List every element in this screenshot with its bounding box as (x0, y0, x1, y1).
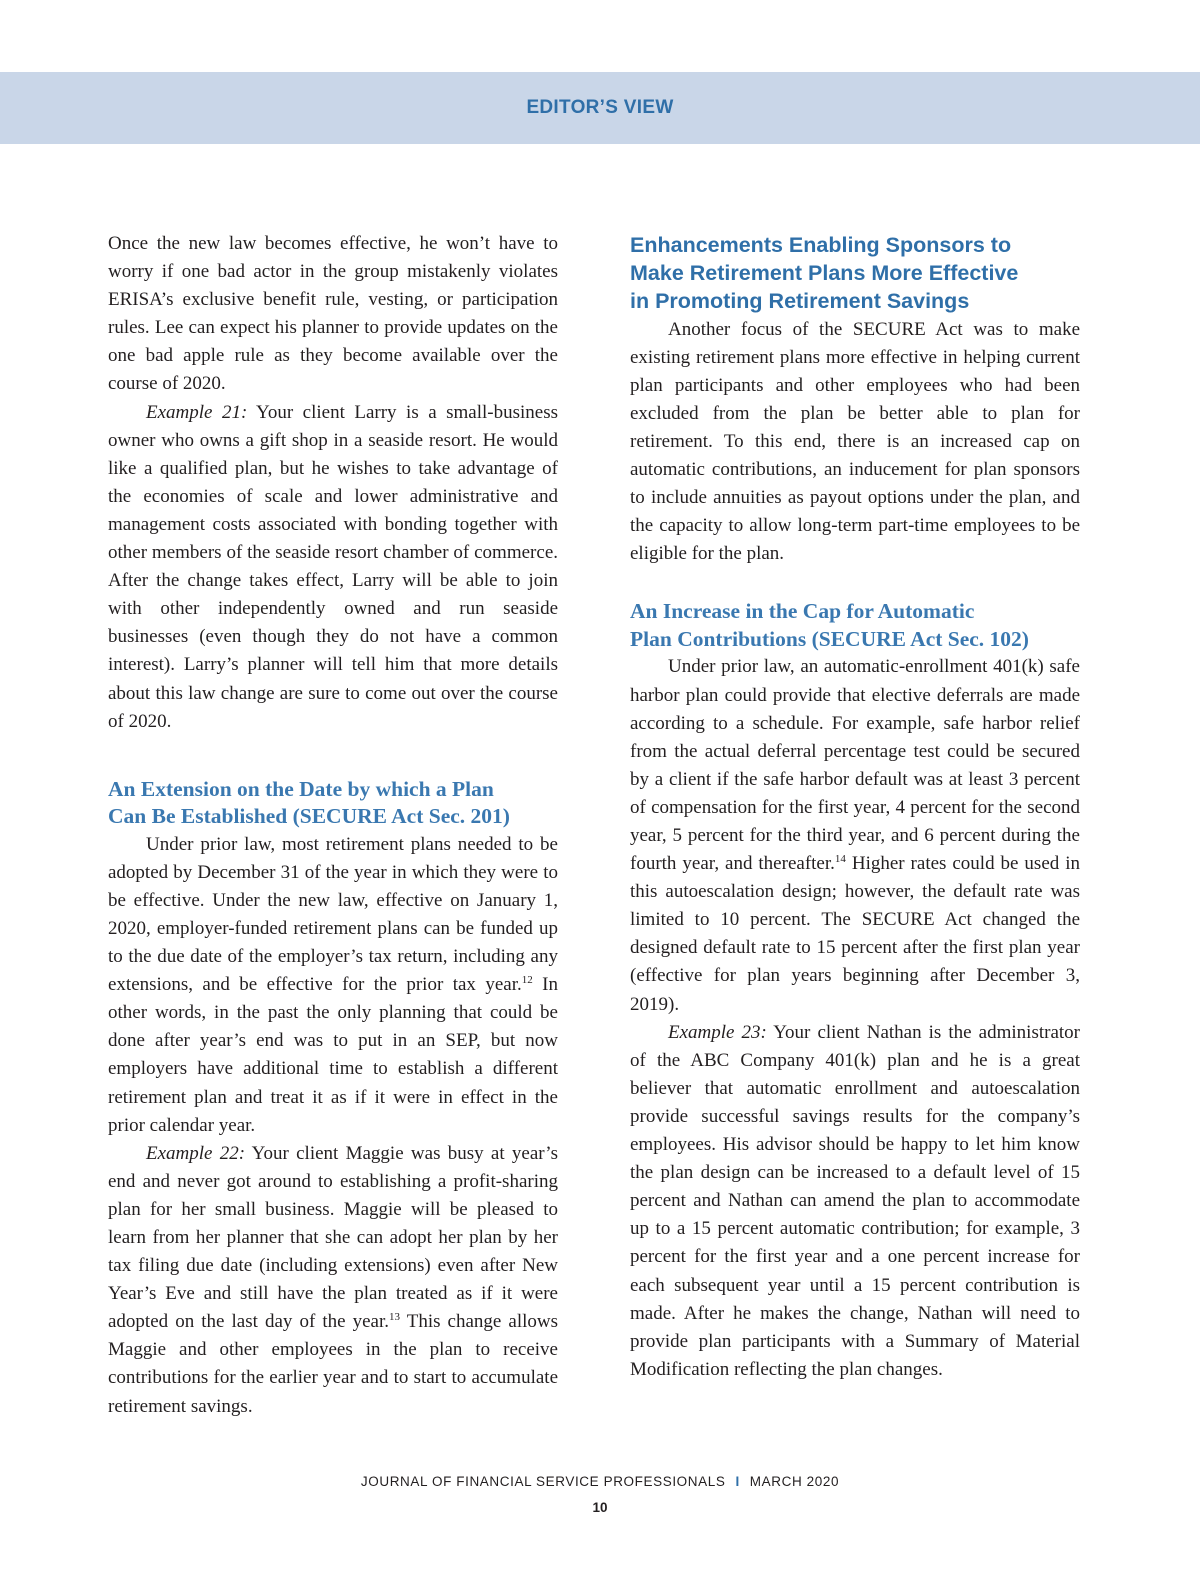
section-title: EDITOR’S VIEW (526, 97, 674, 118)
journal-name: JOURNAL OF FINANCIAL SERVICE PROFESSIONALS (360, 1474, 726, 1489)
paragraph (108, 831, 558, 1140)
paragraph-text: Higher rates could be used in this autoescalation design; however, the default rate was limited to 10 percent. The SECURE Act changed the designed default rate to 15 percent after the first plan year (effective for plan years beginning after December 3, 2019). (630, 853, 1080, 1015)
heading-line: in Promoting Retirement Savings (630, 289, 970, 314)
section-banner (0, 72, 1200, 144)
footnote-ref: 12 (521, 974, 533, 987)
example-label: Example 22: (146, 1142, 246, 1164)
footer-separator: I (735, 1474, 740, 1489)
heading-line: An Extension on the Date by which a Plan (108, 776, 494, 801)
paragraph-text: Under prior law, most retirement plans needed to be adopted by December 31 of the year in which they were to be effective. Under the new law, effective on January 1, 2020, employer-funded retirement plans can be funded up to the due date of the employer’s tax return, including any extensions, and be effective for the prior tax year. (108, 833, 558, 996)
paragraph-text: Under prior law, an automatic-enrollment 401(k) safe harbor plan could provide that elective deferrals are made according to a schedule. For example, safe harbor relief from the actual deferral percentage test could be secured by a client if the safe harbor default was at least 3 percent of compensation for the first year, 4 percent for the second year, 5 percent for the third year, and 6 percent during the fourth year, and thereafter. (630, 656, 1080, 875)
subsection-heading (630, 598, 1080, 653)
heading-line: Enhancements Enabling Sponsors to (630, 233, 1012, 257)
heading-line: Plan Contributions (SECURE Act Sec. 102) (630, 626, 1029, 651)
section-heading (630, 231, 1080, 316)
example-paragraph (630, 1019, 1080, 1384)
footnote-ref: 13 (389, 1311, 400, 1324)
paragraph-text: In other words, in the past the only planning that could be done after year’s end was to put in an SEP, but now employers have additional time to establish a different retirement plan and treat it as if it were in effect in the prior calendar year. (108, 974, 559, 1136)
paragraph-text: This change allows Maggie and other employees in the plan to receive contributions for the earlier year and to start to accumulate retirement savings. (108, 1311, 559, 1417)
right-column (630, 231, 1080, 1384)
paragraph-text: Your client Larry is a small-business owner who owns a gift shop in a seaside resort. He would like a qualified plan, but he wishes to take advantage of the economies of scale and lower administrative and management costs associated with bonding together with other members of the seaside resort chamber of commerce. After the change takes effect, Larry will be able to join with other independently owned and run seaside businesses (even though they do not have a common interest). Larry’s planner will tell him that more details about this law change are sure to come out over the course of 2020. (108, 401, 558, 732)
heading-line: Make Retirement Plans More Effective (630, 261, 1019, 286)
paragraph (630, 653, 1080, 1018)
example-paragraph (108, 1140, 558, 1421)
paragraph: Once the new law becomes effective, he won’t have to worry if one bad actor in the group mistakenly violates ERISA’s exclusive benefit rule, vesting, or participation rules. Lee can expect his planner to provide updates on the one bad apple rule as they become available over the course of 2020. (108, 233, 558, 395)
running-footer (0, 1474, 1200, 1489)
section-heading (108, 776, 558, 831)
footnote-ref: 14 (834, 853, 846, 866)
heading-line: Can Be Established (SECURE Act Sec. 201) (108, 804, 510, 829)
heading-line: An Increase in the Cap for Automatic (630, 599, 975, 624)
paragraph-text: Your client Nathan is the administrator of the ABC Company 401(k) plan and he is a great believer that automatic enrollment and autoescalation provide successful savings results for the company’s employees. His advisor should be happy to let him know the plan design can be increased to a default level of 15 percent and Nathan can amend the plan to accommodate up to a 15 percent automatic contribution; for example, 3 percent for the first year and a one percent increase for each subsequent year until a 15 percent contribution is made. After he makes the change, Nathan will need to provide plan participants with a Summary of Material Modification reflecting the plan changes. (630, 1021, 1080, 1380)
paragraph-text: Your client Maggie was busy at year’s end and never got around to establishing a profit-sharing plan for her small business. Maggie will be pleased to learn from her planner that she can adopt her plan by her tax filing due date (including extensions) even after New Year’s Eve and still have the plan treated as if it were adopted on the last day of the year. (108, 1142, 558, 1333)
paragraph: Another focus of the SECURE Act was to make existing retirement plans more effective in helping current plan participants and other employees who had been excluded from the plan be better able to plan for retirement. To this end, there is an increased cap on automatic contributions, an inducement for plan sponsors to include annuities as payout options under the plan, and the capacity to allow long-term part-time employees to be eligible for the plan. (630, 318, 1080, 565)
page-number: 10 (592, 1500, 608, 1515)
left-column (108, 230, 558, 1421)
issue-date: MARCH 2020 (749, 1474, 840, 1489)
example-paragraph (108, 399, 558, 736)
example-label: Example 21: (146, 401, 248, 423)
example-label: Example 23: (668, 1021, 767, 1043)
